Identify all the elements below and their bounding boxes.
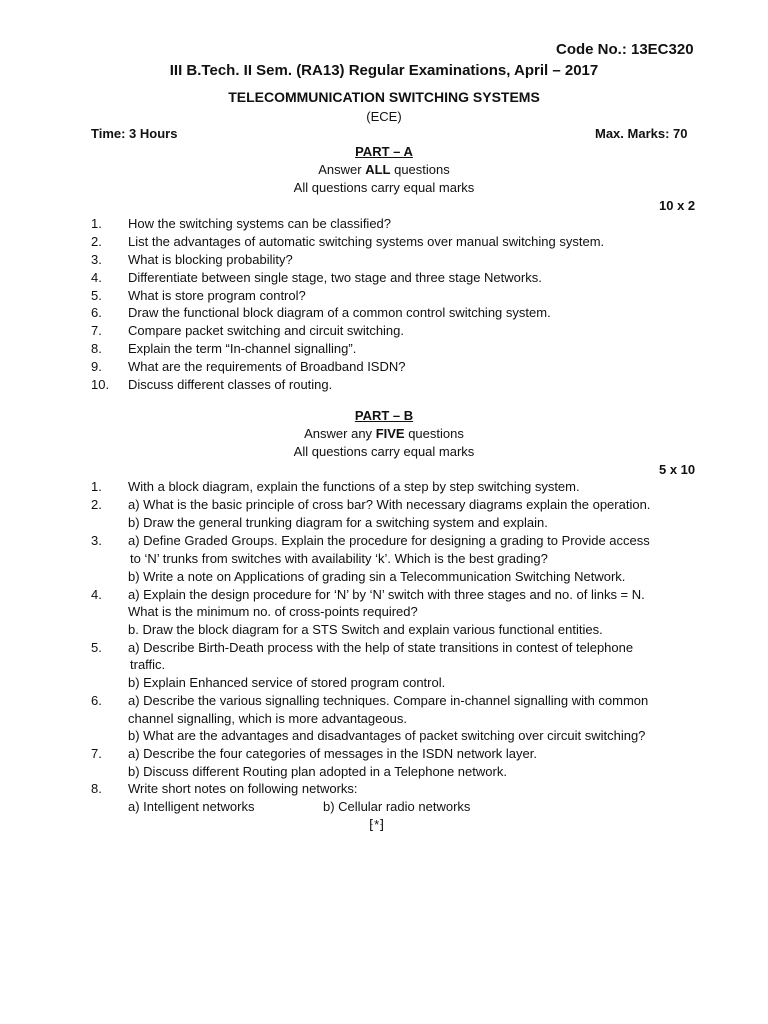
part-b-marks: 5 x 10: [659, 462, 696, 477]
question-number: 3.: [91, 533, 102, 548]
question-number: 4.: [91, 587, 102, 602]
question-line: to ‘N’ trunks from switches with availability ‘k’. Which is the best grading?: [130, 551, 548, 566]
question-text: What is blocking probability?: [128, 252, 293, 267]
part-a-title: PART – A: [355, 144, 413, 159]
end-of-paper-mark: ⁅*⁆: [369, 817, 385, 832]
question-line: b) What are the advantages and disadvantages of packet switching over circuit switching?: [128, 728, 646, 743]
question-number: 6.: [91, 693, 102, 708]
question-number: 5.: [91, 640, 102, 655]
question-line: b) Draw the general trunking diagram for a switching system and explain.: [128, 515, 548, 530]
question-number: 10.: [91, 377, 110, 392]
max-marks-label: Max. Marks: 70: [595, 126, 688, 141]
question-number: 1.: [91, 479, 102, 494]
question-text: Explain the term “In-channel signalling”.: [128, 341, 357, 356]
question-number: 8.: [91, 341, 102, 356]
question-line: traffic.: [130, 657, 166, 672]
question-line: Write short notes on following networks:: [128, 781, 358, 796]
branch-label: (ECE): [366, 109, 402, 124]
question-line: a) Describe Birth-Death process with the help of state transitions in contest of telephone: [128, 640, 634, 655]
question-line: a) Describe the various signalling techniques. Compare in-channel signalling with common: [128, 693, 649, 708]
part-a-equal-marks: All questions carry equal marks: [293, 180, 475, 195]
part-b-title: PART – B: [354, 408, 414, 423]
question-number: 6.: [91, 305, 102, 320]
question-text: Compare packet switching and circuit switching.: [128, 323, 405, 338]
part-b-instruction: Answer any FIVE questions: [304, 426, 464, 441]
question-number: 1.: [91, 216, 102, 231]
question-number: 2.: [91, 497, 102, 512]
question-line: a) Intelligent networks: [128, 799, 255, 814]
question-line: b) Discuss different Routing plan adopted in a Telephone network.: [128, 764, 507, 779]
question-number: 7.: [91, 746, 102, 761]
question-line: a) Describe the four categories of messages in the ISDN network layer.: [128, 746, 537, 761]
question-line: a) Define Graded Groups. Explain the procedure for designing a grading to Provide access: [128, 533, 650, 548]
question-number: 4.: [91, 270, 102, 285]
question-number: 7.: [91, 323, 102, 338]
question-number: 5.: [91, 288, 102, 303]
time-label: Time: 3 Hours: [91, 126, 178, 141]
question-line: b) Cellular radio networks: [323, 799, 471, 814]
question-line: channel signalling, which is more advantageous.: [128, 711, 407, 726]
question-line: b. Draw the block diagram for a STS Switch and explain various functional entities.: [128, 622, 603, 637]
question-line: a) Explain the design procedure for ‘N’ by ‘N’ switch with three stages and no. of links = N.: [128, 587, 645, 602]
question-text: How the switching systems can be classified?: [128, 216, 392, 231]
question-number: 9.: [91, 359, 102, 374]
part-a-instruction: Answer ALL questions: [318, 162, 450, 177]
question-number: 8.: [91, 781, 102, 796]
question-line: With a block diagram, explain the functions of a step by step switching system.: [128, 479, 580, 494]
question-number: 2.: [91, 234, 102, 249]
subject-title: TELECOMMUNICATION SWITCHING SYSTEMS: [228, 89, 540, 105]
question-text: What is store program control?: [128, 288, 306, 303]
question-text: Discuss different classes of routing.: [128, 377, 333, 392]
exam-title: III B.Tech. II Sem. (RA13) Regular Examinations, April – 2017: [169, 62, 599, 79]
question-number: 3.: [91, 252, 102, 267]
part-b-equal-marks: All questions carry equal marks: [293, 444, 475, 459]
question-line: b) Write a note on Applications of grading sin a Telecommunication Switching Network.: [128, 569, 626, 584]
question-line: b) Explain Enhanced service of stored program control.: [128, 675, 446, 690]
question-line: a) What is the basic principle of cross bar? With necessary diagrams explain the operation.: [128, 497, 651, 512]
question-line: What is the minimum no. of cross-points required?: [128, 604, 418, 619]
question-text: Differentiate between single stage, two stage and three stage Networks.: [128, 270, 542, 285]
question-text: List the advantages of automatic switching systems over manual switching system.: [128, 234, 605, 249]
code-number: Code No.: 13EC320: [556, 41, 694, 58]
question-text: What are the requirements of Broadband ISDN?: [128, 359, 406, 374]
question-text: Draw the functional block diagram of a common control switching system.: [128, 305, 551, 320]
part-a-marks: 10 x 2: [659, 198, 696, 213]
